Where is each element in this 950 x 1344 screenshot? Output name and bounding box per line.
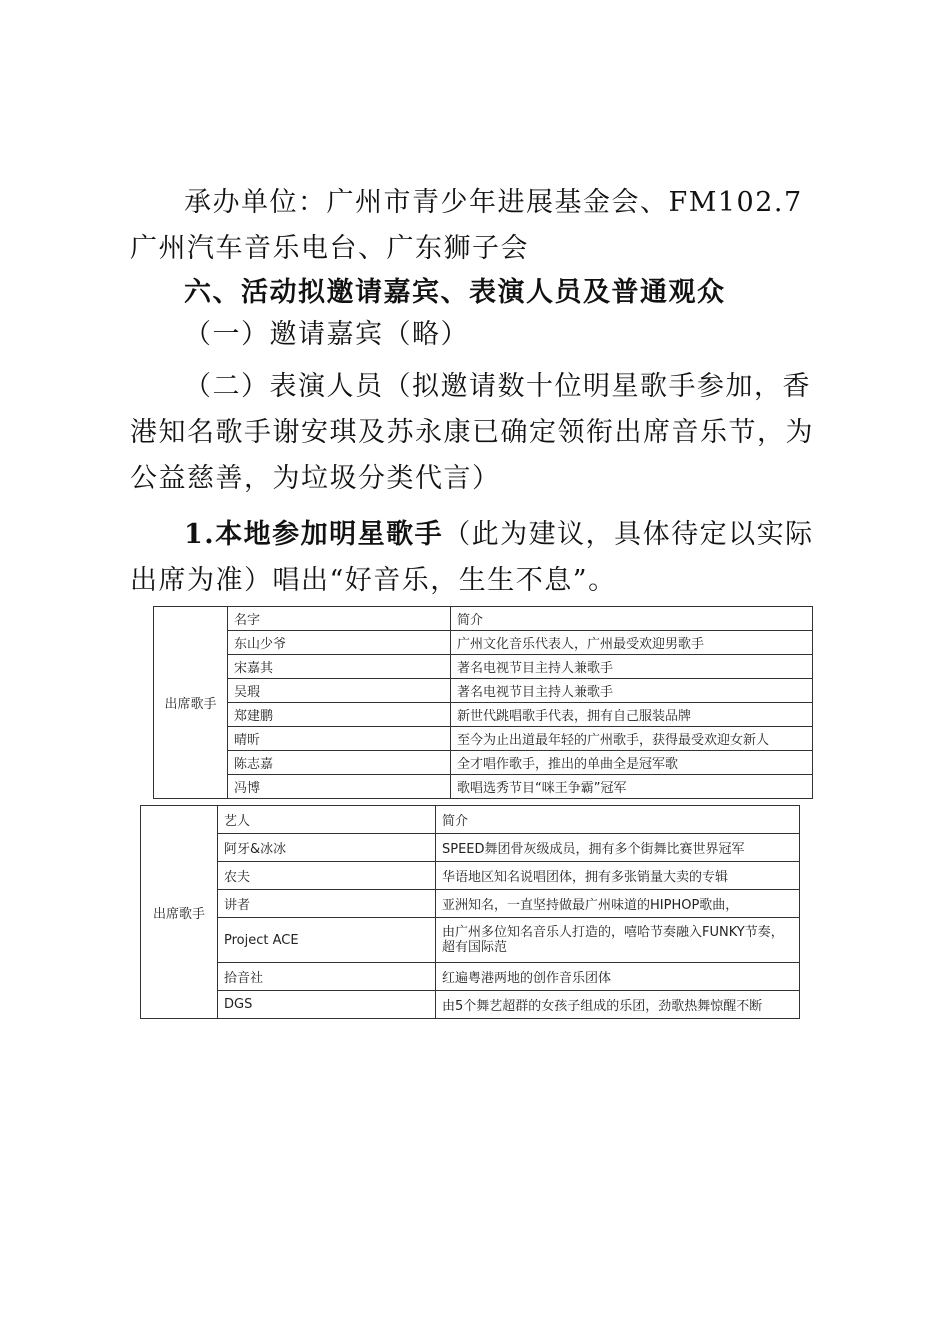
singer-name: 晴昕 [228, 727, 451, 751]
table-header-row [154, 607, 813, 631]
artist-name: Project ACE [218, 918, 436, 963]
column-header: 艺人 [218, 806, 436, 834]
singer-name: 冯博 [228, 775, 451, 799]
artist-intro: 华语地区知名说唱团体，拥有多张销量大卖的专辑 [436, 862, 800, 890]
singer-name: 宋嘉其 [228, 655, 451, 679]
singer-intro: 著名电视节目主持人兼歌手 [451, 679, 813, 703]
organizer-paragraph: 承办单位：广州市青少年进展基金会、FM102.7广州汽车音乐电台、广东狮子会 [130, 187, 803, 264]
singer-name: 郑建鹏 [228, 703, 451, 727]
singer-name: 吴瑕 [228, 679, 451, 703]
guests-paragraph: （一）邀请嘉宾（略） [184, 319, 469, 350]
singer-intro: 新世代跳唱歌手代表，拥有自己服装品牌 [451, 703, 813, 727]
artist-name: DGS [218, 991, 436, 1019]
local-singers-table [153, 606, 813, 799]
local-singers-note: （此为建议，具体待定以实际出席为准）唱出“好音乐，生生不息”。 [130, 519, 814, 596]
artist-intro: 由5个舞艺超群的女孩子组成的乐团，劲歌热舞惊醒不断 [436, 991, 800, 1019]
artist-name: 农夫 [218, 862, 436, 890]
table-row [154, 655, 813, 679]
local-singers-heading: 1.本地参加明星歌手 [184, 519, 444, 550]
artist-intro: 红遍粤港两地的创作音乐团体 [436, 963, 800, 991]
singer-name: 陈志嘉 [228, 751, 451, 775]
artist-name: 讲者 [218, 890, 436, 918]
table-row [154, 775, 813, 799]
artist-intro: 亚洲知名，一直坚持做最广州味道的HIPHOP歌曲， [436, 890, 800, 918]
table-row [141, 963, 800, 991]
section-heading-6: 六、活动拟邀请嘉宾、表演人员及普通观众 [184, 277, 726, 308]
performers-paragraph: （二）表演人员（拟邀请数十位明星歌手参加，香港知名歌手谢安琪及苏永康已确定领衔出席音乐节，为公益慈善，为垃圾分类代言） [130, 371, 814, 494]
table-row [141, 890, 800, 918]
column-header: 简介 [451, 607, 813, 631]
singer-intro: 著名电视节目主持人兼歌手 [451, 655, 813, 679]
table-row [141, 834, 800, 862]
artist-intro: SPEED舞团骨灰级成员，拥有多个街舞比赛世界冠军 [436, 834, 800, 862]
table-header-row [141, 806, 800, 834]
table-group-label: 出席歌手 [141, 806, 218, 1019]
artists-table [140, 805, 800, 1019]
artist-name: 拾音社 [218, 963, 436, 991]
singer-intro: 广州文化音乐代表人，广州最受欢迎男歌手 [451, 631, 813, 655]
table-row [154, 703, 813, 727]
singer-intro: 歌唱选秀节目“咪王争霸”冠军 [451, 775, 813, 799]
table-row [154, 679, 813, 703]
table-row [141, 991, 800, 1019]
table-row [141, 862, 800, 890]
artist-intro: 由广州多位知名音乐人打造的，嘻哈节奏融入FUNKY节奏，超有国际范 [436, 918, 800, 963]
column-header: 名字 [228, 607, 451, 631]
table-group-label: 出席歌手 [154, 607, 228, 799]
singer-name: 东山少爷 [228, 631, 451, 655]
table-row [154, 727, 813, 751]
table-row [141, 918, 800, 963]
singer-intro: 全才唱作歌手，推出的单曲全是冠军歌 [451, 751, 813, 775]
table-row [154, 631, 813, 655]
artist-name: 阿牙&冰冰 [218, 834, 436, 862]
local-singers-paragraph [130, 512, 830, 604]
singer-intro: 至今为止出道最年轻的广州歌手，获得最受欢迎女新人 [451, 727, 813, 751]
column-header: 简介 [436, 806, 800, 834]
table-row [154, 751, 813, 775]
